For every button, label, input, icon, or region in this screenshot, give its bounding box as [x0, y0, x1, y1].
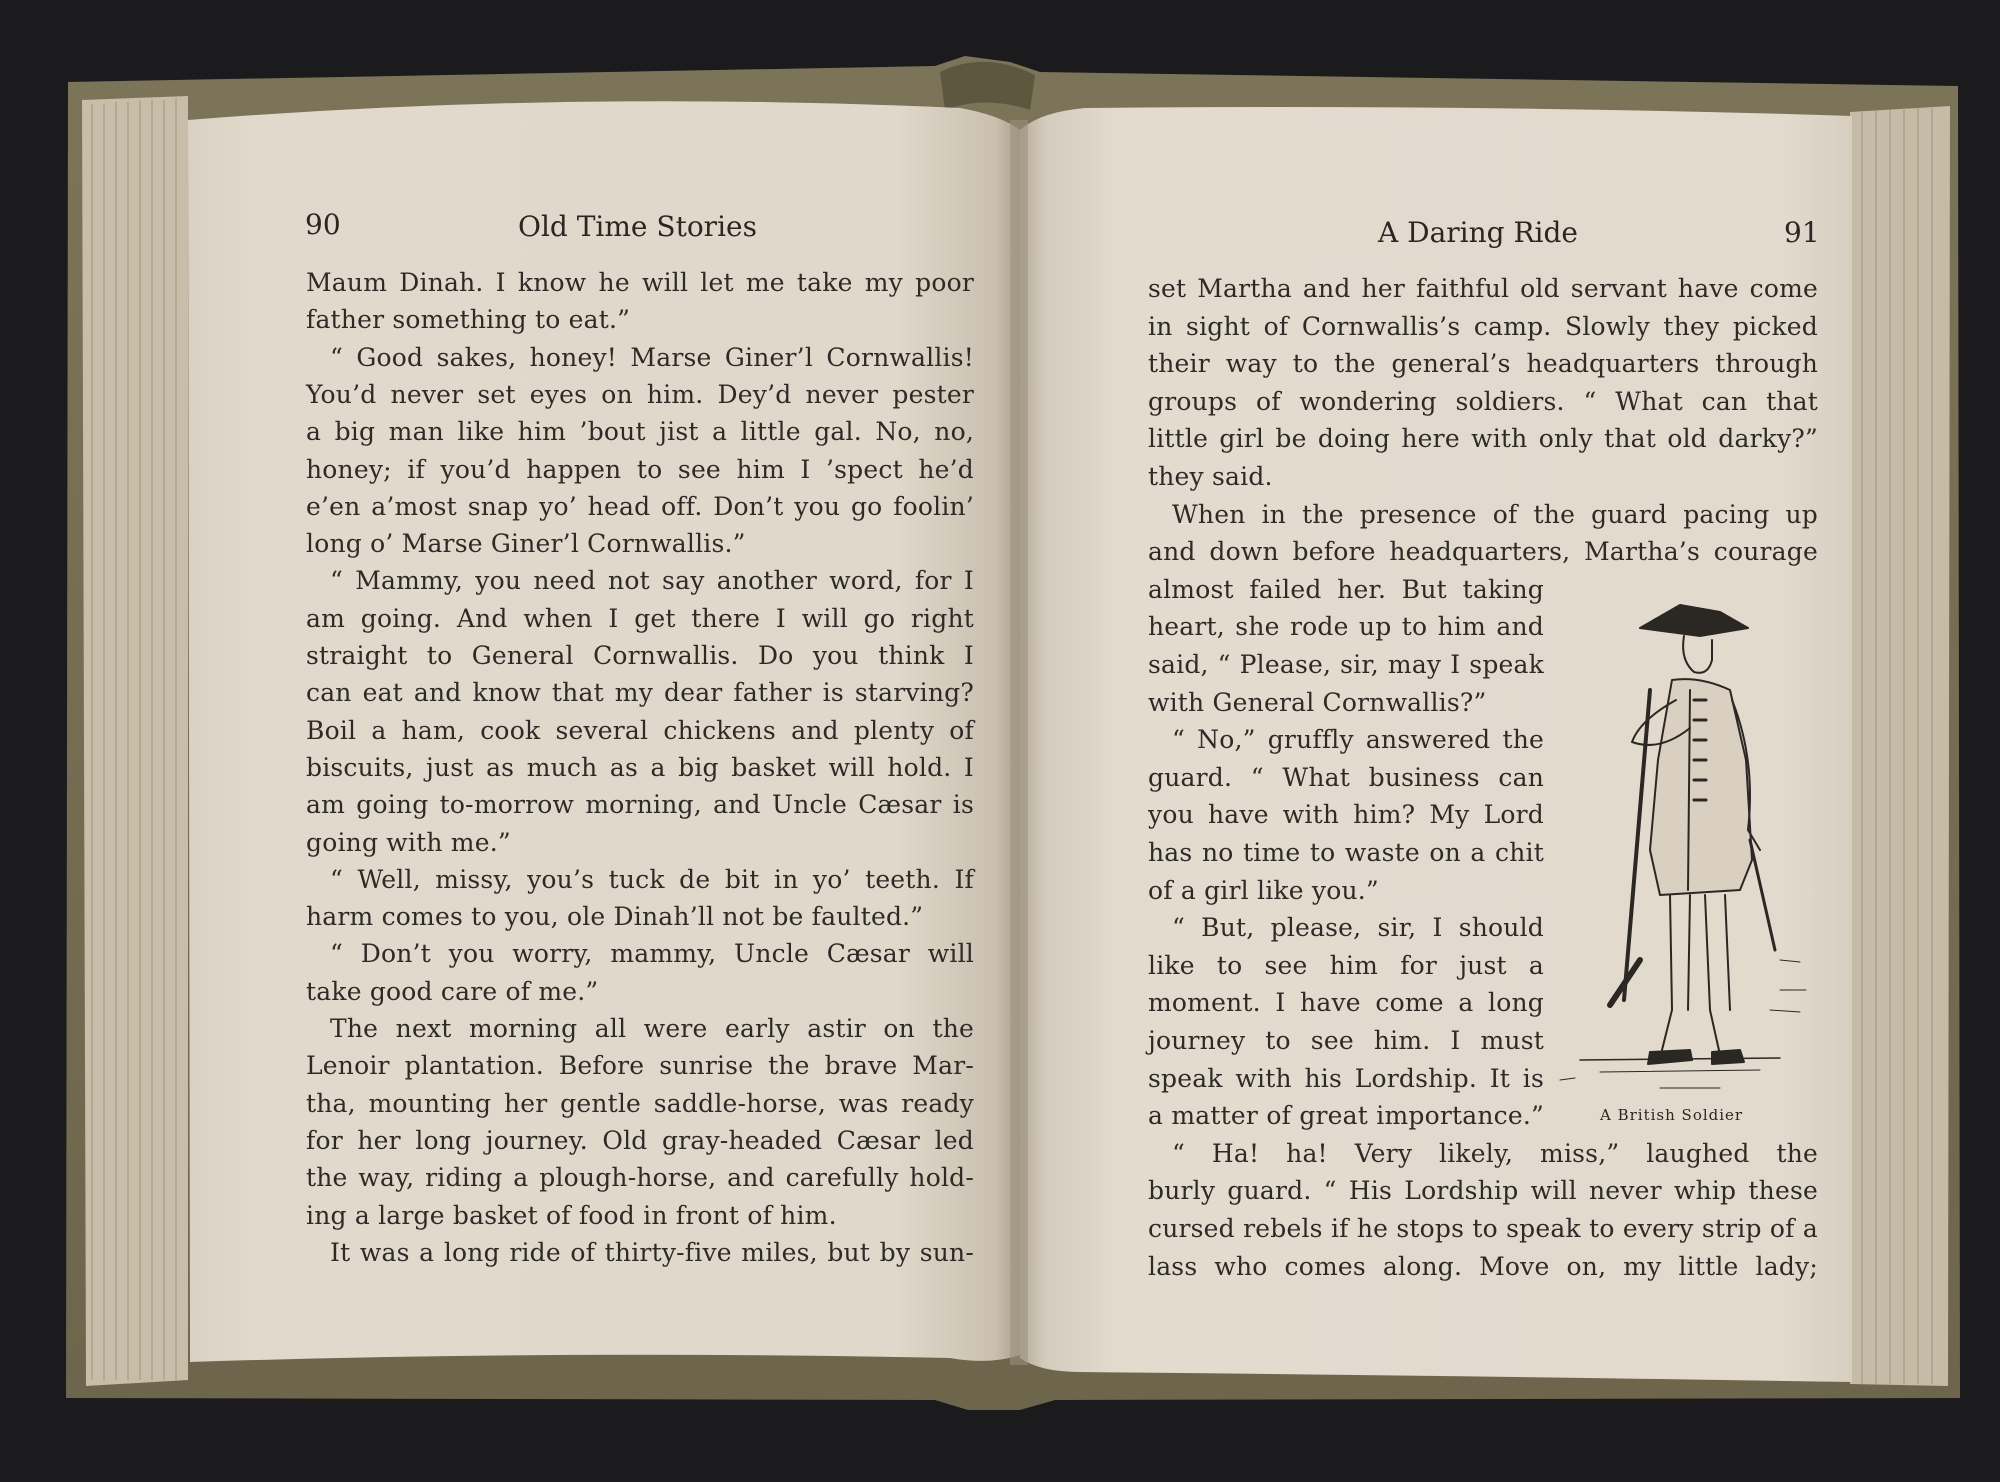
text-line: harm comes to you, ole Dinah’ll not be faulted.”	[306, 902, 924, 932]
text-line: straight to General Cornwallis. Do you think I	[306, 641, 974, 670]
text-line: a big man like him ’bout jist a little gal. No, no,	[306, 417, 974, 447]
text-line: the way, riding a plough-horse, and carefully hold-	[306, 1163, 974, 1193]
text-line: guard. “ What business can	[1148, 762, 1544, 792]
text-line: “ But, please, sir, I should	[1172, 913, 1544, 943]
text-line: almost failed her. But taking	[1148, 574, 1544, 604]
right-page-number: 91	[1784, 216, 1820, 249]
text-line: ing a large basket of food in front of him.	[306, 1200, 837, 1230]
text-line: can eat and know that my dear father is starving?	[306, 678, 974, 708]
text-line: little girl be doing here with only that old darky?”	[1148, 424, 1818, 454]
text-line: father something to eat.”	[306, 305, 631, 335]
text-line: journey to see him. I must	[1148, 1026, 1544, 1055]
text-line: cursed rebels if he stops to speak to every strip of a	[1148, 1214, 1818, 1243]
text-line: in sight of Cornwallis’s camp. Slowly they picked	[1148, 311, 1818, 341]
text-line: their way to the general’s headquarters through	[1148, 349, 1818, 379]
text-line: a matter of great importance.”	[1148, 1101, 1544, 1131]
text-line: e’en a’most snap yo’ head off. Don’t you go foolin’	[306, 491, 974, 521]
text-line: said, “ Please, sir, may I speak	[1148, 650, 1544, 679]
text-line: “ Ha! ha! Very likely, miss,” laughed the	[1172, 1138, 1818, 1168]
text-line: “ No,” gruffly answered the	[1172, 725, 1544, 755]
text-line: heart, she rode up to him and	[1148, 612, 1544, 642]
right-page-body	[1148, 274, 1818, 1314]
text-line: burly guard. “ His Lordship will never whip these	[1148, 1176, 1818, 1206]
text-line: moment. I have come a long	[1148, 988, 1544, 1018]
text-line: of a girl like you.”	[1148, 875, 1379, 905]
text-line: speak with his Lordship. It is	[1148, 1063, 1544, 1093]
text-line: am going to-morrow morning, and Uncle Cæsar is	[306, 790, 974, 820]
text-line: “ Well, missy, you’s tuck de bit in yo’ teeth. If	[330, 864, 974, 894]
text-line: long o’ Marse Giner’l Cornwallis.”	[306, 529, 746, 559]
text-line: tha, mounting her gentle saddle-horse, was ready	[306, 1088, 974, 1118]
illustration-caption: A British Soldier	[1600, 1106, 1744, 1124]
text-line: “ Good sakes, honey! Marse Giner’l Cornwallis!	[330, 342, 974, 372]
text-line: set Martha and her faithful old servant have come	[1148, 274, 1818, 303]
text-line: When in the presence of the guard pacing up	[1172, 499, 1818, 529]
text-line: It was a long ride of thirty-five miles, but by sun-	[330, 1237, 974, 1267]
left-page-body	[306, 268, 974, 1308]
text-line: going with me.”	[306, 827, 511, 857]
text-line: you have with him? My Lord	[1148, 800, 1544, 830]
left-page-edges	[82, 96, 188, 1386]
text-line: am going. And when I get there I will go right	[306, 603, 974, 633]
gutter-shadow	[1010, 120, 1028, 1365]
text-line: honey; if you’d happen to see him I ’spect he’d	[306, 454, 974, 484]
text-line: lass who comes along. Move on, my little lady;	[1148, 1251, 1818, 1281]
text-line: they said.	[1148, 462, 1273, 491]
right-running-head: A Daring Ride	[1378, 216, 1578, 249]
text-line: has no time to waste on a chit	[1148, 838, 1544, 867]
text-line: “ Mammy, you need not say another word, for I	[330, 566, 974, 596]
text-line: with General Cornwallis?”	[1148, 687, 1487, 717]
text-line: and down before headquarters, Martha’s courage	[1148, 537, 1818, 567]
text-line: take good care of me.”	[306, 976, 599, 1006]
text-line: biscuits, just as much as a big basket will hold. I	[306, 752, 974, 782]
left-page-number: 90	[305, 208, 341, 241]
text-line: for her long journey. Old gray-headed Cæsar led	[306, 1125, 974, 1155]
text-line: Boil a ham, cook several chickens and plenty of	[306, 715, 974, 745]
left-running-head: Old Time Stories	[518, 210, 757, 243]
text-line: Lenoir plantation. Before sunrise the brave Mar-	[306, 1051, 974, 1081]
text-line: The next morning all were early astir on the	[330, 1014, 974, 1043]
text-line: like to see him for just a	[1148, 950, 1544, 980]
text-line: “ Don’t you worry, mammy, Uncle Cæsar will	[330, 939, 974, 969]
right-page-edges	[1850, 106, 1950, 1386]
text-line: groups of wondering soldiers. “ What can that	[1148, 386, 1818, 416]
text-line: You’d never set eyes on him. Dey’d never pester	[306, 379, 974, 409]
text-line: Maum Dinah. I know he will let me take my poor	[306, 268, 974, 297]
